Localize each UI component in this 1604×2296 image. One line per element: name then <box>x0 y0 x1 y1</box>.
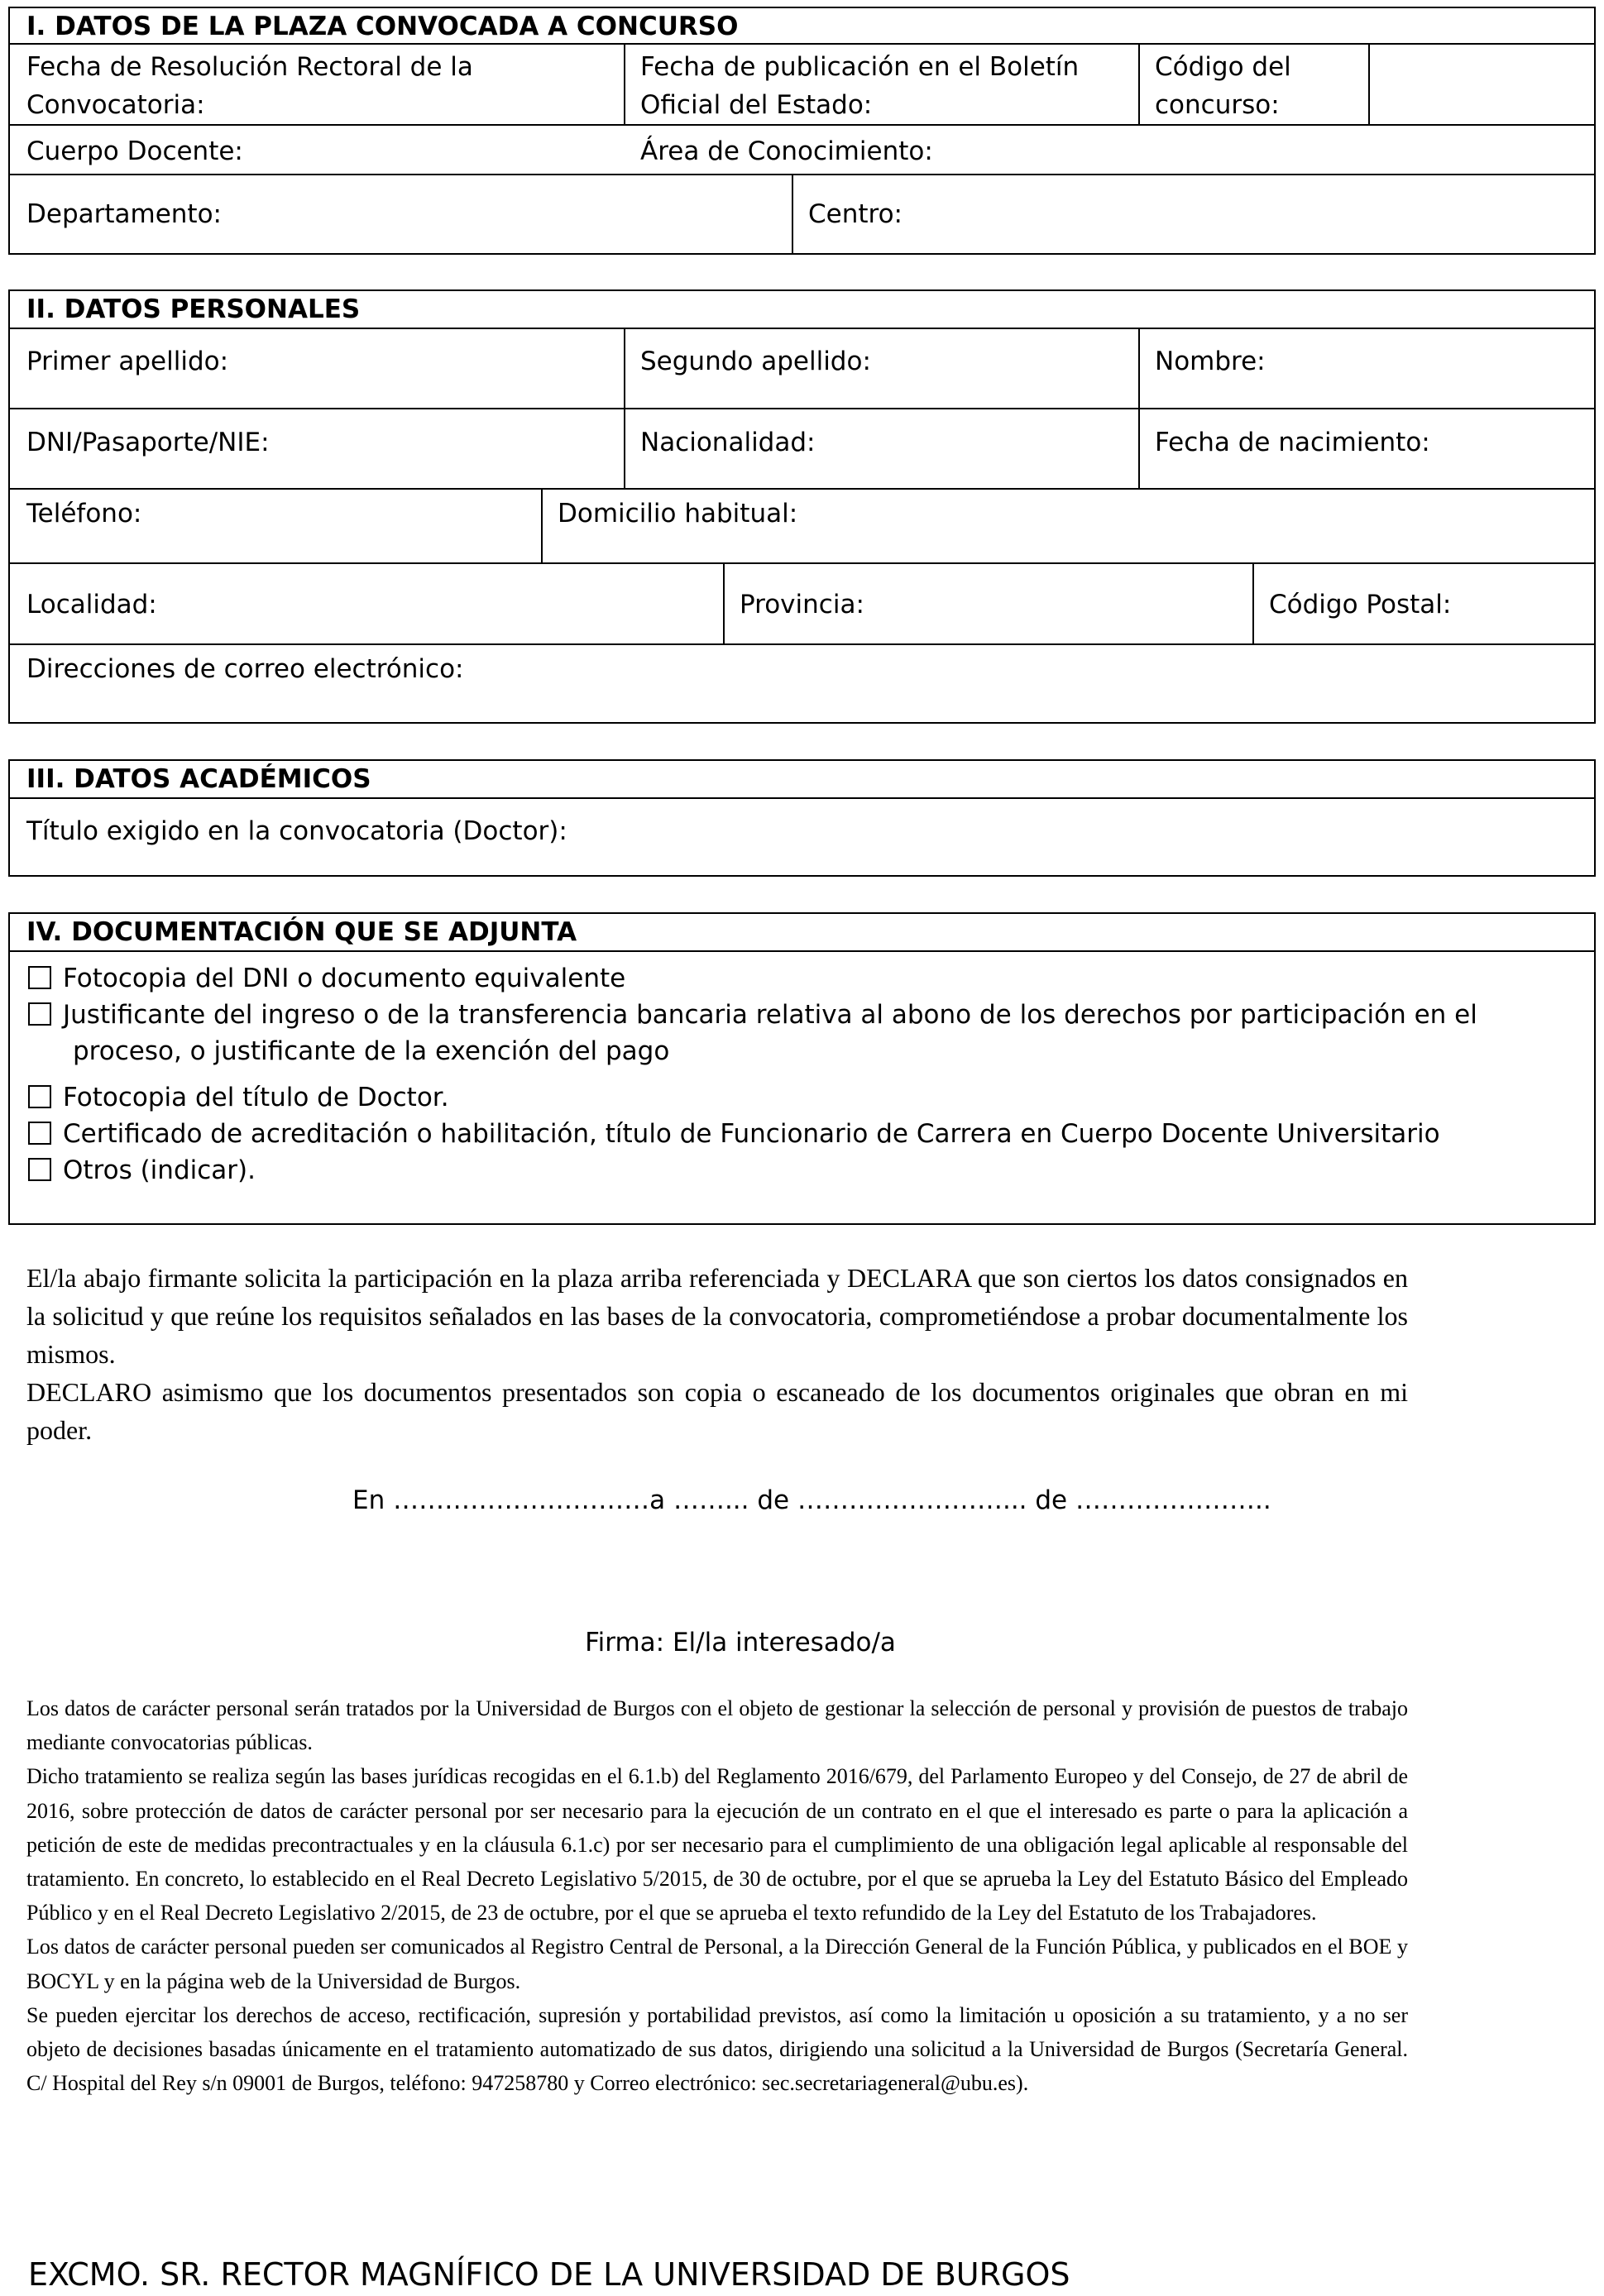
field-nombre[interactable]: Nombre: <box>1155 347 1266 376</box>
field-fecha-publicacion[interactable]: Fecha de publicación en el Boletín Oficial del Estado: <box>640 52 1080 120</box>
checkbox[interactable] <box>28 1002 51 1026</box>
field-localidad[interactable]: Localidad: <box>26 590 157 619</box>
field-titulo-exigido[interactable]: Título exigido en la convocatoria (Doctor): <box>26 816 567 846</box>
section-plaza-convocada <box>8 7 1596 255</box>
declaration-paragraph: DECLARO asimismo que los documentos presentados son copia o escaneado de los documentos originales que obran en mi poder. <box>26 1377 1408 1445</box>
section-title: III. DATOS ACADÉMICOS <box>26 764 371 794</box>
field-nacionalidad[interactable]: Nacionalidad: <box>640 428 816 457</box>
section-datos-academicos <box>8 759 1596 877</box>
checkbox[interactable] <box>28 1122 51 1145</box>
checkbox[interactable] <box>28 1158 51 1181</box>
field-cuerpo-docente[interactable]: Cuerpo Docente: <box>26 136 243 166</box>
place-date-line[interactable]: En …………………………a ……... de ……………………... de ………………….. <box>352 1485 1271 1515</box>
legal-paragraph: Dicho tratamiento se realiza según las bases jurídicas recogidas en el 6.1.b) del Reglamento 2016/679, del Parlamento Europeo y del Consejo, de 27 de abril de 2016, sobre protección de datos de carácter personal por ser necesario para la ejecución de un contrato en el que el interesado es parte o para la aplicación a petición de este de medidas precontractuales y en la cláusula 6.1.c) por ser necesario para el cumplimiento de una obligación legal aplicable al responsable del tratamiento. En concreto, lo establecido en el Real Decreto Legislativo 5/2015, de 30 de octubre, por el que se aprueba la Ley del Estatuto Básico del Empleado Público y en el Real Decreto Legislativo 2/2015, de 23 de octubre, por el que se aprueba el texto refundido de la Ley del Estatuto de los Trabajadores. <box>26 1764 1408 1925</box>
field-domicilio[interactable]: Domicilio habitual: <box>558 499 798 529</box>
signature-label: Firma: El/la interesado/a <box>585 1628 896 1657</box>
doc-item-justificante[interactable]: Justificante del ingreso o de la transferencia bancaria relativa al abono de los derechos por participación en el <box>28 997 1477 1033</box>
field-fecha-nacimiento[interactable]: Fecha de nacimiento: <box>1155 428 1430 457</box>
field-primer-apellido[interactable]: Primer apellido: <box>26 347 229 376</box>
data-protection-notice <box>26 1691 1408 2100</box>
declaration-paragraph: El/la abajo firmante solicita la participación en la plaza arriba referenciada y DECLARA que son ciertos los datos consignados en la solicitud y que reúne los requisitos señalados en las bases de la convocatoria, comprometiéndose a probar documentalmente los mismos. <box>26 1263 1408 1369</box>
field-departamento[interactable]: Departamento: <box>26 199 222 229</box>
field-centro[interactable]: Centro: <box>808 199 903 229</box>
legal-paragraph: Los datos de carácter personal serán tratados por la Universidad de Burgos con el objeto de gestionar la selección de personal y provisión de puestos de trabajo mediante convocatorias públicas. <box>26 1696 1408 1755</box>
field-segundo-apellido[interactable]: Segundo apellido: <box>640 347 871 376</box>
field-telefono[interactable]: Teléfono: <box>26 499 142 529</box>
field-dni[interactable]: DNI/Pasaporte/NIE: <box>26 428 270 457</box>
field-codigo-concurso[interactable]: Código del concurso: <box>1155 52 1291 120</box>
doc-item-dni[interactable]: Fotocopia del DNI o documento equivalente <box>28 960 625 997</box>
field-provincia[interactable]: Provincia: <box>740 590 864 619</box>
declaration-text <box>26 1259 1408 1449</box>
section-documentacion <box>8 912 1596 1225</box>
field-correo[interactable]: Direcciones de correo electrónico: <box>26 654 464 684</box>
section-title: IV. DOCUMENTACIÓN QUE SE ADJUNTA <box>26 917 577 947</box>
legal-paragraph: Los datos de carácter personal pueden ser comunicados al Registro Central de Personal, a la Dirección General de la Función Pública, y publicados en el BOE y BOCYL y en la página web de la Universidad de Burgos. <box>26 1935 1408 1993</box>
section-title: II. DATOS PERSONALES <box>26 294 361 324</box>
section-datos-personales <box>8 289 1596 724</box>
addressee: EXCMO. SR. RECTOR MAGNÍFICO DE LA UNIVERSIDAD DE BURGOS <box>28 2256 1070 2293</box>
doc-item-otros[interactable]: Otros (indicar). <box>28 1152 256 1189</box>
field-codigo-postal[interactable]: Código Postal: <box>1269 590 1452 619</box>
field-fecha-resolucion[interactable]: Fecha de Resolución Rectoral de la Convocatoria: <box>26 52 473 120</box>
legal-paragraph: Se pueden ejercitar los derechos de acceso, rectificación, supresión y portabilidad previstos, así como la limitación u oposición a su tratamiento, y a no ser objeto de decisiones basadas únicamente en el tratamiento automatizado de sus datos, dirigiendo una solicitud a la Universidad de Burgos (Secretaría General. C/ Hospital del Rey s/n 09001 de Burgos, teléfono: 947258780 y Correo electrónico: sec.secretariageneral@ubu.es). <box>26 2002 1408 2096</box>
doc-item-justificante-cont: proceso, o justificante de la exención del pago <box>73 1036 670 1066</box>
section-title: I. DATOS DE LA PLAZA CONVOCADA A CONCURSO <box>26 12 739 41</box>
checkbox[interactable] <box>28 966 51 989</box>
doc-item-certificado[interactable]: Certificado de acreditación o habilitación, título de Funcionario de Carrera en Cuerpo Docente Universitario <box>28 1116 1440 1152</box>
checkbox[interactable] <box>28 1085 51 1108</box>
field-codigo-value[interactable] <box>1368 45 1592 124</box>
doc-item-titulo-doctor[interactable]: Fotocopia del título de Doctor. <box>28 1079 449 1116</box>
field-area-conocimiento[interactable]: Área de Conocimiento: <box>640 136 933 166</box>
